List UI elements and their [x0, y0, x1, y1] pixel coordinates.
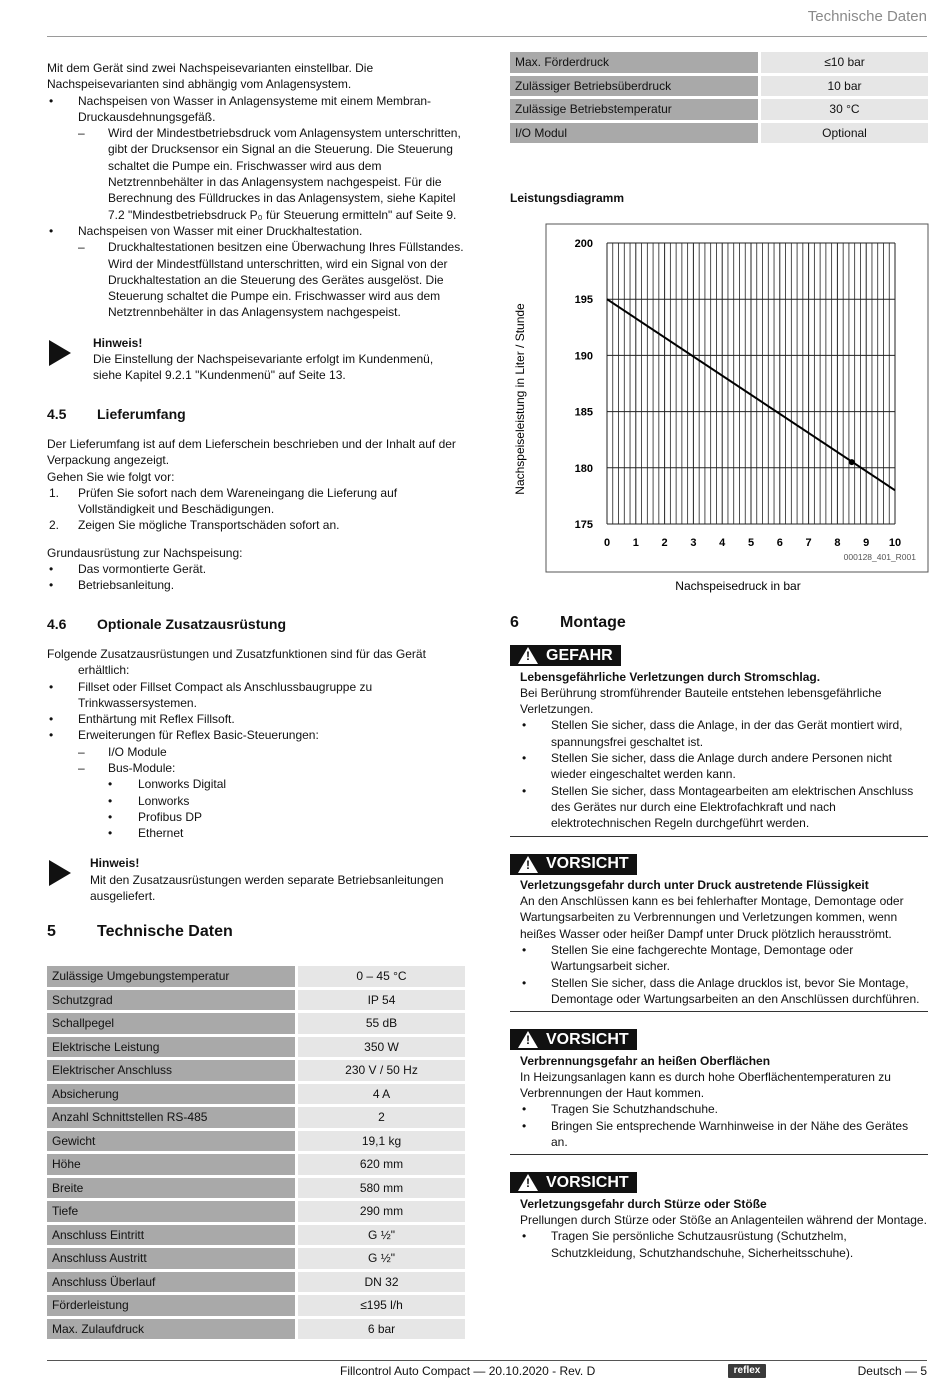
spec-value: 6 bar	[298, 1319, 465, 1340]
list-item: – Wird der Mindestbetriebsdruck vom Anlagensystem unterschritten, gibt der Drucksensor ein Signal an die Steuerung. Die Steuerung schaltet die Pumpe ein. Frischwasser wird aus dem Netztrennbehälter in das Anlagensystem nachgespeist. Für die Berechnung des Fülldruckes in das Anlagensystem, siehe Kapitel 7.2 "Mindestbetriebsdruck P₀ für Steuerung ermitteln" auf Seite 9.	[47, 125, 465, 223]
spec-value: Optional	[761, 123, 928, 144]
table-row	[47, 1225, 465, 1246]
table-row	[47, 1272, 465, 1293]
list-item: • Stellen Sie eine fachgerechte Montage, Demontage oder Wartungsarbeit sicher.	[520, 942, 928, 975]
warning-triangle-icon	[518, 856, 538, 873]
note-text: Mit den Zusatzausrüstungen werden separate Betriebsanleitungen ausgeliefert.	[90, 872, 444, 904]
list-item: • Enthärtung mit Reflex Fillsoft.	[47, 711, 465, 727]
spec-value: 55 dB	[298, 1013, 465, 1034]
spec-label: Zulässige Betriebstemperatur	[510, 99, 758, 120]
warning-caution	[510, 1172, 928, 1264]
x-tick-label: 8	[834, 537, 841, 549]
spec-value: G ½"	[298, 1248, 465, 1269]
table-row	[47, 1154, 465, 1175]
header-rule	[47, 36, 927, 37]
play-arrow-icon	[49, 860, 71, 886]
spec-value: 580 mm	[298, 1178, 465, 1199]
x-tick-label: 9	[863, 537, 870, 549]
x-axis-label: Nachspeisedruck in bar	[675, 579, 801, 593]
list-item: • Stellen Sie sicher, dass die Anlage drucklos ist, bevor Sie Montage, Demontage oder Wartungsarbeiten an den Anschlüssen durchführen.	[520, 975, 928, 1008]
spec-value: 10 bar	[761, 76, 928, 97]
paragraph: erhältlich:	[78, 663, 130, 678]
table-row	[47, 1201, 465, 1222]
list-item: • Bringen Sie entsprechende Warnhinweise in der Nähe des Gerätes an.	[520, 1118, 928, 1151]
footer-rule	[47, 1360, 927, 1361]
list-item: • Profibus DP	[47, 809, 465, 825]
spec-label: Schallpegel	[47, 1013, 295, 1034]
x-tick-label: 0	[603, 537, 611, 549]
spec-label: Breite	[47, 1178, 295, 1199]
section-heading: 4.5 Lieferumfang	[47, 405, 186, 422]
note-text: Die Einstellung der Nachspeisevariante erfolgt im Kundenmenü, siehe Kapitel 9.2.1 "Kundenmenü" auf Seite 13.	[93, 352, 434, 383]
y-tick-label: 200	[574, 238, 593, 250]
spec-label: Zulässige Umgebungstemperatur	[47, 966, 295, 987]
list-item: – Druckhaltestationen besitzen eine Überwachung Ihres Füllstandes. Wird der Mindestfüllstand unterschritten, wird ein Signal von der Druckhaltestation an die Steuerung des Gerätes ausgelöst. Die Steuerung schaltet die Pumpe ein. Frischwasser wird aus dem Netztrennbehälter in das Anlagensystem nachgespeist.	[47, 239, 465, 320]
warning-caution	[510, 854, 928, 1013]
warning-text: An den Anschlüssen kann es bei fehlerhafter Montage, Demontage oder Wartungsarbeiten zu Verbrennungen und Verletzungen kommen, wenn heißes Wasser oder heißer Dampf unter Druck plötzlich herausströmt.	[520, 894, 904, 941]
section-heading: 5 Technische Daten	[47, 923, 233, 941]
spec-table-right	[507, 49, 931, 146]
footer-page: Deutsch — 5	[857, 1364, 927, 1378]
spec-table-left	[44, 963, 468, 1342]
note-box	[47, 855, 465, 904]
table-row	[47, 990, 465, 1011]
spec-value: IP 54	[298, 990, 465, 1011]
table-row	[47, 1060, 465, 1081]
spec-label: Tiefe	[47, 1201, 295, 1222]
spec-label: Absicherung	[47, 1084, 295, 1105]
performance-chart	[510, 218, 930, 598]
chart-code: 000128_401_R001	[843, 552, 916, 562]
y-tick-label: 175	[574, 519, 593, 531]
y-tick-label: 190	[574, 350, 593, 363]
warning-danger	[510, 645, 928, 836]
list-item: • Erweiterungen für Reflex Basic-Steuerungen:	[47, 727, 465, 743]
list-item: • Lonworks Digital	[47, 776, 465, 792]
right-column	[510, 615, 928, 1265]
diagram-title: Leistungsdiagramm	[510, 191, 625, 205]
paragraph: Grundausrüstung zur Nachspeisung:	[47, 545, 243, 560]
list-item: • Betriebsanleitung.	[47, 577, 465, 593]
table-row	[47, 1013, 465, 1034]
section-heading: 4.6 Optionale Zusatzausrüstung	[47, 615, 287, 632]
table-row	[47, 966, 465, 987]
spec-label: Elektrische Leistung	[47, 1037, 295, 1058]
spec-label: I/O Modul	[510, 123, 758, 144]
spec-label: Anschluss Austritt	[47, 1248, 295, 1269]
chart-frame	[546, 224, 928, 572]
spec-label: Max. Förderdruck	[510, 52, 758, 73]
spec-value: 2	[298, 1107, 465, 1128]
spec-value: 230 V / 50 Hz	[298, 1060, 465, 1081]
reflex-logo: reflex	[728, 1364, 766, 1378]
list-item: – Bus-Module:	[47, 760, 465, 776]
table-row	[47, 1319, 465, 1340]
spec-label: Gewicht	[47, 1131, 295, 1152]
paragraph: Folgende Zusatzausrüstungen und Zusatzfunktionen sind für das Gerät	[47, 646, 426, 661]
list-item: • Nachspeisen von Wasser mit einer Druckhaltestation.	[47, 223, 465, 239]
x-tick-label: 10	[888, 537, 902, 549]
spec-value: 30 °C	[761, 99, 928, 120]
table-row	[47, 1107, 465, 1128]
table-row	[47, 1248, 465, 1269]
table-row	[47, 1178, 465, 1199]
y-tick-label: 185	[574, 406, 593, 419]
spec-value: 350 W	[298, 1037, 465, 1058]
warning-text: Bei Berührung stromführender Bauteile entstehen lebensgefährliche Verletzungen.	[520, 685, 882, 717]
table-row	[510, 99, 928, 120]
list-item: • Das vormontierte Gerät.	[47, 561, 465, 577]
table-row	[47, 1295, 465, 1316]
caution-badge: ! VORSICHT	[510, 1172, 637, 1193]
warning-title: Verbrennungsgefahr an heißen Oberflächen	[520, 1053, 771, 1068]
x-tick-label: 4	[719, 537, 726, 549]
play-arrow-icon	[49, 340, 71, 366]
spec-value: ≤10 bar	[761, 52, 928, 73]
section-heading: 6 Montage	[510, 614, 626, 631]
left-column	[47, 60, 465, 941]
danger-badge: ! GEFAHR	[510, 645, 621, 666]
warning-triangle-icon	[518, 647, 538, 664]
paragraph: Gehen Sie wie folgt vor:	[47, 469, 175, 484]
warning-title: Lebensgefährliche Verletzungen durch Stromschlag.	[520, 669, 821, 684]
list-item: 2. Zeigen Sie mögliche Transportschäden sofort an.	[47, 517, 465, 533]
spec-label: Elektrischer Anschluss	[47, 1060, 295, 1081]
x-tick-label: 2	[661, 537, 668, 549]
list-item: • Stellen Sie sicher, dass die Anlage durch andere Personen nicht wieder eingeschaltet werden kann.	[520, 750, 928, 783]
x-tick-label: 7	[805, 537, 812, 549]
spec-value: 0 – 45 °C	[298, 966, 465, 987]
header-title: Technische Daten	[807, 8, 927, 25]
intro-line-2: Nachspeisevarianten sind abhängig vom Anlagensystem.	[47, 77, 352, 92]
table-row	[510, 52, 928, 73]
caution-badge: ! VORSICHT	[510, 854, 637, 875]
warning-caution	[510, 1029, 928, 1155]
table-row	[47, 1131, 465, 1152]
paragraph: Der Lieferumfang ist auf dem Lieferschein beschrieben und der Inhalt auf der Verpackung angezeigt.	[47, 436, 456, 468]
table-row	[47, 1037, 465, 1058]
spec-value: ≤195 l/h	[298, 1295, 465, 1316]
footer-document: Fillcontrol Auto Compact — 20.10.2020 - Rev. D	[340, 1364, 596, 1378]
list-item: • Tragen Sie persönliche Schutzausrüstung (Schutzhelm, Schutzkleidung, Schutzhandschuhe, Sicherheitsschuhe).	[520, 1228, 928, 1261]
spec-value: 4 A	[298, 1084, 465, 1105]
spec-value: 620 mm	[298, 1154, 465, 1175]
data-point	[849, 459, 855, 465]
spec-value: DN 32	[298, 1272, 465, 1293]
warning-text: In Heizungsanlagen kann es durch hohe Oberflächentemperaturen zu Verbrennungen der Haut kommen.	[520, 1069, 891, 1101]
table-row	[510, 123, 928, 144]
list-item: • Stellen Sie sicher, dass Montagearbeiten am elektrischen Anschluss des Gerätes nur durch eine Elektrofachkraft und nach elektrotechnischen Regeln durchgeführt werden.	[520, 783, 928, 832]
warning-triangle-icon	[518, 1031, 538, 1048]
spec-label: Höhe	[47, 1154, 295, 1175]
spec-label: Anzahl Schnittstellen RS-485	[47, 1107, 295, 1128]
list-item: • Ethernet	[47, 825, 465, 841]
x-tick-label: 3	[690, 537, 697, 549]
spec-label: Max. Zulaufdruck	[47, 1319, 295, 1340]
spec-label: Zulässiger Betriebsüberdruck	[510, 76, 758, 97]
spec-label: Anschluss Eintritt	[47, 1225, 295, 1246]
table-row	[47, 1084, 465, 1105]
note-box	[47, 335, 465, 384]
note-title: Hinweis!	[90, 856, 140, 871]
list-item: – I/O Module	[47, 744, 465, 760]
spec-label: Anschluss Überlauf	[47, 1272, 295, 1293]
spec-value: 290 mm	[298, 1201, 465, 1222]
list-item: • Nachspeisen von Wasser in Anlagensysteme mit einem Membran-Druckausdehnungsgefäß.	[47, 93, 465, 126]
list-item: • Lonworks	[47, 793, 465, 809]
y-axis-label: Nachspeiseleistung in Liter / Stunde	[513, 303, 527, 495]
spec-label: Förderleistung	[47, 1295, 295, 1316]
spec-label: Schutzgrad	[47, 990, 295, 1011]
x-tick-label: 5	[747, 537, 755, 549]
list-item: • Fillset oder Fillset Compact als Anschlussbaugruppe zu Trinkwassersystemen.	[47, 679, 465, 712]
warning-title: Verletzungsgefahr durch unter Druck austretende Flüssigkeit	[520, 877, 869, 892]
y-tick-label: 195	[574, 294, 593, 307]
list-item: 1. Prüfen Sie sofort nach dem Wareneingang die Lieferung auf Vollständigkeit und Beschädigungen.	[47, 485, 465, 518]
note-title: Hinweis!	[93, 335, 143, 350]
warning-text: Prellungen durch Stürze oder Stöße an Anlagenteilen während der Montage.	[520, 1212, 927, 1227]
warning-title: Verletzungsgefahr durch Stürze oder Stöße	[520, 1196, 767, 1211]
warning-triangle-icon	[518, 1174, 538, 1191]
list-item: • Tragen Sie Schutzhandschuhe.	[520, 1101, 928, 1117]
spec-value: 19,1 kg	[298, 1131, 465, 1152]
intro-line-1: Mit dem Gerät sind zwei Nachspeisevarianten einstellbar. Die	[47, 61, 374, 75]
caution-badge: ! VORSICHT	[510, 1029, 637, 1050]
table-row	[510, 76, 928, 97]
spec-value: G ½"	[298, 1225, 465, 1246]
list-item: • Stellen Sie sicher, dass die Anlage, in der das Gerät montiert wird, spannungsfrei geschaltet ist.	[520, 717, 928, 750]
y-tick-label: 180	[574, 462, 593, 475]
x-tick-label: 1	[632, 537, 639, 549]
x-tick-label: 6	[776, 537, 783, 549]
